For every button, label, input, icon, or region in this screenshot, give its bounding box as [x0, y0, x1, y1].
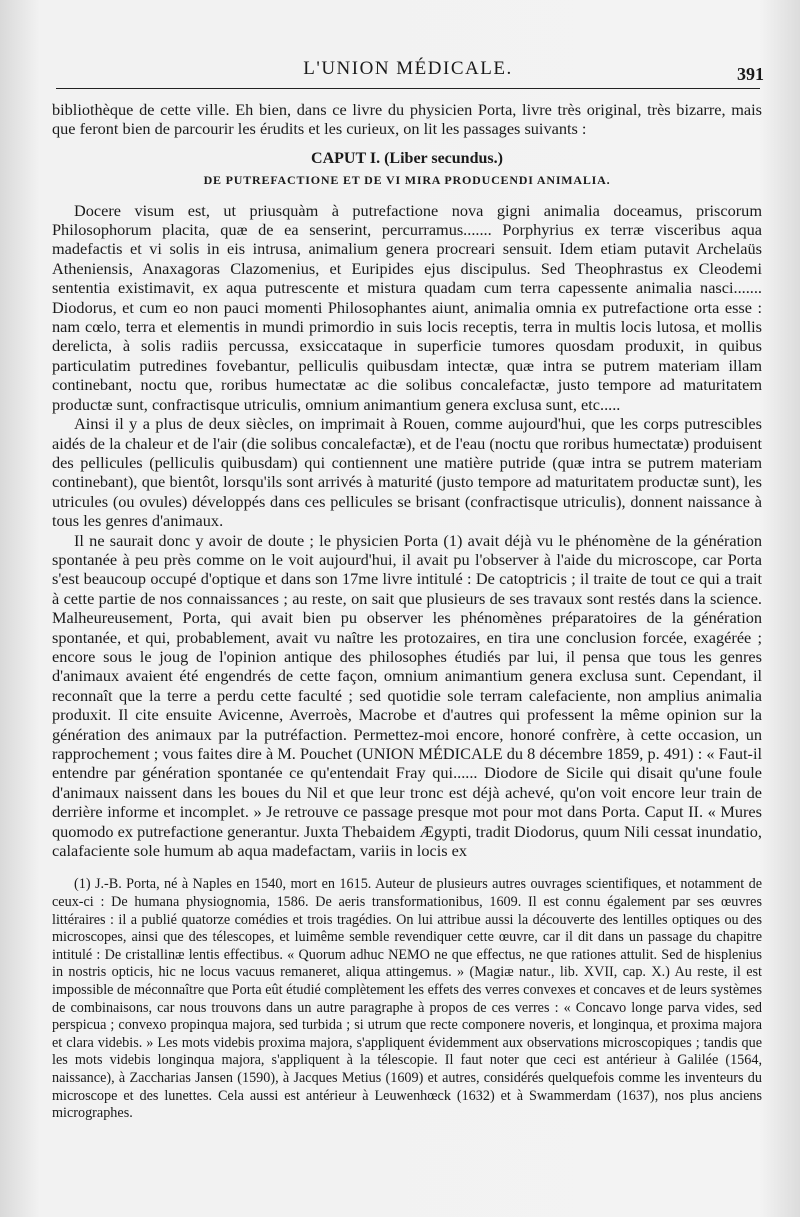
intro-paragraph: bibliothèque de cette ville. Eh bien, dans ce livre du physicien Porta, livre très original, très bizarre, mais que feront bien de parcourir les érudits et les curieux, on lit les passages suivants : — [52, 100, 762, 139]
french-paragraph-2: Il ne saurait donc y avoir de doute ; le physicien Porta (1) avait déjà vu le phénomène de la génération spontanée à peu près comme on le voit aujourd'hui, il avait pu l'observer à l'aide du microscope, car Porta s'est beaucoup occupé d'optique et dans son 17me livre intitulé : De catoptricis ; il traite de tout ce qui a trait à cette partie de nos connaissances ; au reste, on sait que plusieurs de ses travaux sont restés dans la science. Malheureusement, Porta, qui avait bien pu observer les phénomènes préparatoires de la génération spontanée, et qui, probablement, avait vu naître les protozaires, en tira une conclusion forcée, exagérée ; encore sous le joug de l'opinion antique des philosophes étudiés par lui, il pensa que tous les genres d'animaux avaient été engendrés de cette façon, omnium animantium genera exclusa sunt. Cependant, il reconnaît que la terre a perdu cette faculté ; sed quotidie sole terram calefaciente, non amplius animalia produxit. Il cite ensuite Avicenne, Averroès, Macrobe et d'autres qui professent la même opinion sur la génération des animaux par la putréfaction. Permettez-moi encore, honoré confrère, à cette occasion, un rapprochement ; vous faites dire à M. Pouchet (UNION MÉDICALE du 8 décembre 1859, p. 491) : « Faut-il entendre par génération spontanée ce qu'entendait Fray qui...... Diodore de Sicile qui disait qu'une foule d'animaux naissent dans les boues du Nil et que leur tronc est déjà achevé, qu'on voit encore leur train de derrière informe et incomplet. » Je retrouve ce passage presque mot pour mot dans Porta. Caput II. « Mures quomodo ex putrefactione generantur. Juxta Thebaidem Ægypti, tradit Diodorus, quum Nili cessat inundatio, calafaciente sole humum ab aqua madefactam, variis in locis ex — [52, 530, 762, 861]
footnote — [52, 876, 762, 1122]
footnote-text: (1) J.-B. Porta, né à Naples en 1540, mort en 1615. Auteur de plusieurs autres ouvrages scientifiques, et notamment de ceux-ci : De humana physiognomia, 1586. De aeris transformationibus, 1609. Il est connu également par ses œuvres littéraires : il a publié quatorze comédies et trois tragédies. On lui attribue aussi la découverte des lentilles optiques ou des microscopes, ainsi que des télescopes, et luimême semble revendiquer cette œuvre, car il dit dans un passage du chapitre intitulé : De cristallinæ lentis effectibus. « Quorum adhuc NEMO ne que effectus, ne que rationes attulit. Sed de hisplenius in nostris opticis, hic ne locus vacuus remaneret, aliqua attingemus. » (Magiæ natur., lib. XVII, cap. X.) Au reste, il est impossible de méconnaître que Porta eût étudié complètement les effets des verres convexes et concaves et de leurs systèmes de combinaisons, car nous trouvons dans un autre paragraphe à propos de ces verres : « Concavo longe parva vides, sed perspicua ; convexo propinqua majora, sed turbida ; si utrum que recte componere noveris, et longinqua, et proxima majora et clara videbis. » Les mots videbis proxima majora, s'appliquent évidemment aux observations microscopiques ; tandis que les mots videbis longinqua majora, s'appliquent à la télescopie. Il faut noter que ceci est antérieur à Galilée (1564, naissance), à Zaccharias Jansen (1590), à Jacques Metius (1609) et autres, considérés quelquefois comme les inventeurs du microscope et des lunettes. Cela aussi est antérieur à Leuwenhœck (1632) et à Swammerdam (1637), nos plus anciens micrographes. — [52, 876, 762, 1122]
page-header — [52, 58, 764, 92]
running-title: L'UNION MÉDICALE. — [303, 58, 513, 79]
page-number: 391 — [737, 64, 764, 84]
latin-paragraph: Docere visum est, ut priusquàm à putrefactione nova gigni animalia doceamus, priscorum Philosophorum placita, quæ de ea senserint, percurramus....... Porphyrius ex terræ visceribus aqua madefactis et vi solis in eis intrusa, animalium genera procreari sensuit. Idem etiam putavit Archelaüs Atheniensis, Anaxagoras Clazomenius, et Euripides ejus discipulus. Sed Theophrastus ex Cleodemi sententia existimavit, ex aqua putrescente et mistura quadam cum terra capessente animalia nasci....... Diodorus, et cum eo non pauci momenti Philosophantes aiunt, animalia omnia ex putrefactione orta esse : nam cœlo, terra et elementis in mundi primordio in suis locis receptis, terra in multis locis lutosa, et mollis derelicta, à solis radiis percussa, exsiccataque in superficie tumores quosdam produxit, in quibus particulatim putredines fovebantur, pelliculis quibusdam intectæ, quæ intra se putrem materiam illam continebant, noctu que, roribus humectatæ ac die solibus concalefactæ, justo tempore ad maturitatem productæ sunt, confractisque utriculis, omnium animantium genera exclusa sunt, etc..... — [52, 200, 762, 414]
french-paragraph-1: Ainsi il y a plus de deux siècles, on imprimait à Rouen, comme aujourd'hui, que les corps putrescibles aidés de la chaleur et de l'air (die solibus concalefactæ), et de l'eau (noctu que roribus humectatæ) produisent des pellicules (pelliculis quibusdam) qui contiennent une matière putride (quæ intra se putrem materiam continebant), que bientôt, lorsqu'ils sont arrivés à maturité (justo tempore ad maturitatem productæ sunt), les utricules (ou ovules) développés dans ces pellicules se brisant (confractisque utriculis), donnent naissance à tous les genres d'animaux. — [52, 414, 762, 531]
header-rule — [56, 88, 760, 89]
body-text — [52, 100, 762, 1123]
caput-title: CAPUT I. (Liber secundus.) — [311, 149, 503, 167]
caput-subtitle: DE PUTREFACTIONE ET DE VI MIRA PRODUCENDI ANIMALIA. — [203, 173, 611, 188]
